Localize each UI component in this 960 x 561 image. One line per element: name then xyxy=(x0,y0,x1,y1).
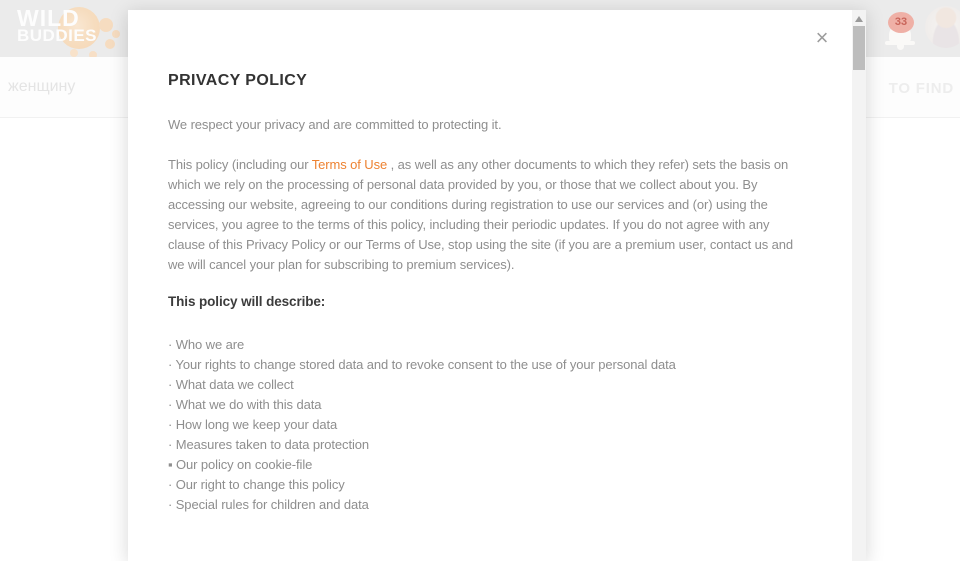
modal-scrollbar[interactable] xyxy=(852,10,866,561)
modal-title: PRIVACY POLICY xyxy=(168,72,308,89)
modal-content xyxy=(128,10,866,515)
close-icon[interactable]: × xyxy=(809,25,835,51)
search-criteria-text: женщину xyxy=(8,78,76,95)
list-item: · What data we collect xyxy=(168,377,294,392)
notifications-bell-icon xyxy=(883,12,917,50)
bell-clapper xyxy=(897,45,904,50)
list-item: · Your rights to change stored data and to revoke consent to the use of your personal data xyxy=(168,357,676,372)
list-item: · What we do with this data xyxy=(168,397,322,412)
list-item: · Our right to change this policy xyxy=(168,477,345,492)
logo-text-buddies: BUDDIES xyxy=(17,26,98,45)
scrollbar-thumb[interactable] xyxy=(853,26,865,70)
user-avatar xyxy=(925,6,960,48)
privacy-policy-modal xyxy=(128,10,866,561)
logo xyxy=(14,5,134,53)
to-find-button: TO FIND xyxy=(888,80,954,97)
policy-paragraph xyxy=(168,155,806,275)
logo-text-wild: WILD xyxy=(17,5,80,31)
list-item: · Special rules for children and data xyxy=(168,497,369,512)
list-item: · Who we are xyxy=(168,337,245,352)
intro-paragraph: We respect your privacy and are committed to protecting it. xyxy=(168,117,502,132)
policy-topics-list xyxy=(168,335,806,515)
describe-heading: This policy will describe: xyxy=(168,294,326,309)
notification-count-badge: 33 xyxy=(888,12,914,33)
list-item: · Measures taken to data protection xyxy=(168,437,370,452)
terms-of-use-link[interactable]: Terms of Use xyxy=(311,157,388,172)
list-item: · How long we keep your data xyxy=(168,417,338,432)
list-item: ▪ Our policy on cookie-file xyxy=(168,457,313,472)
policy-text-after: , as well as any other documents to which they refer) sets the basis on which we rely on the processing of personal data provided by you, or those that we collect about you. By accessing our website, agreeing to our conditions during registration to use our services and (or) using the services, you agree to the terms of this policy, including their periodic updates. If you do not agree with any clause of this Privacy Policy or our Terms of Use, stop using the site (if you are a premium user, contact us and we will cancel your plan for subscribing to premium services). xyxy=(168,157,794,272)
scrollbar-up-arrow[interactable] xyxy=(855,16,863,22)
policy-text-before: This policy (including our xyxy=(168,157,312,172)
